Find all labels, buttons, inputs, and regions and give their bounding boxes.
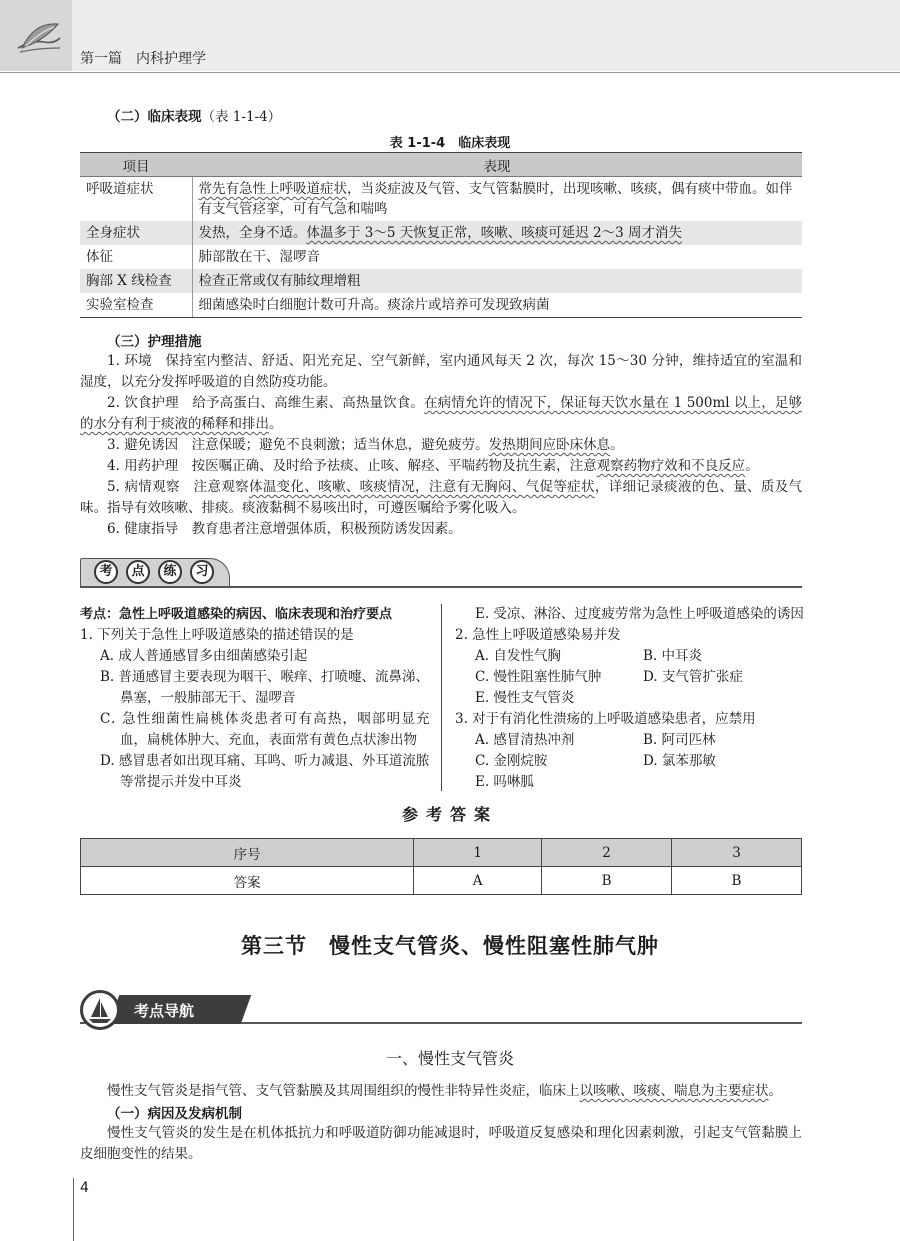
practice-right-column	[455, 604, 802, 793]
answers-header-cell: 2	[542, 839, 672, 867]
q1-option-d-cont: 等常提示并发中耳炎	[120, 774, 242, 790]
footer-rule	[73, 1178, 74, 1241]
q3-option-b: B. 阿司匹林	[643, 732, 716, 748]
subsection-title: 一、慢性支气管炎	[385, 1049, 514, 1068]
q1-option-c: C. 急性细菌性扁桃体炎患者可有高热，咽部明显充	[100, 711, 431, 727]
row-value	[192, 177, 802, 222]
nursing-item-medication	[80, 456, 802, 477]
banner-rule	[80, 586, 802, 588]
row-value: 肺部散在干、湿啰音	[198, 249, 320, 265]
q3-option-c: C. 金刚烷胺	[475, 753, 548, 769]
row-item: 胸部 X 线检查	[80, 269, 192, 293]
sailboat-icon	[83, 993, 117, 1027]
banner-char: 点	[126, 560, 150, 584]
table-row	[80, 177, 802, 222]
row-item: 体征	[80, 245, 192, 269]
nursing-item-diet	[80, 393, 802, 435]
answers-header-cell: 1	[414, 839, 542, 867]
table-row	[80, 221, 802, 245]
row-item: 全身症状	[80, 221, 192, 245]
practice-banner	[80, 556, 802, 592]
table-row	[80, 293, 802, 318]
item-tail: 。	[269, 416, 283, 432]
header-logo-box	[0, 0, 72, 71]
nav-label: 考点导航	[134, 1002, 195, 1020]
answers-cell: 答案	[81, 867, 414, 895]
answers-cell: A	[414, 867, 542, 895]
answers-header-cell: 序号	[81, 839, 414, 867]
emphasis-text: 观察药物疗效和不良反应	[596, 458, 746, 474]
emphasis-text: 以咳嗽、咳痰、喘息为主要症状	[579, 1083, 769, 1099]
q2-option-e: E. 慢性支气管炎	[475, 690, 575, 706]
practice-left-column	[80, 604, 435, 793]
q1-option-d: D. 感冒患者如出现耳痛、耳鸣、听力减退、外耳道流脓	[100, 753, 430, 769]
intro-text: 慢性支气管炎是指气管、支气管黏膜及其周围组织的慢性非特异性炎症，临床上	[107, 1083, 580, 1099]
clinical-table	[80, 152, 802, 318]
col-header-item: 项目	[80, 153, 192, 177]
nav-icon-holder	[80, 990, 120, 1030]
clinical-heading-note: （表 1-1-4）	[201, 109, 282, 125]
intro-tail: 。	[768, 1083, 782, 1099]
question-2-stem: 2. 急性上呼吸道感染易并发	[455, 627, 621, 643]
q2-option-d: D. 支气管扩张症	[643, 669, 743, 685]
intro-paragraph	[80, 1081, 802, 1102]
row-value: 检查正常或仅有肺纹理增粗	[192, 269, 802, 293]
row-item: 呼吸道症状	[80, 177, 192, 222]
section-title: 第三节 慢性支气管炎、慢性阻塞性肺气肿	[241, 934, 659, 958]
emphasis-text: 体温多于 3～5 天恢复正常，咳嗽、咳痰可延迟 2～3 周才消失	[306, 225, 683, 241]
answers-cell: B	[542, 867, 672, 895]
q2-options-row	[455, 646, 802, 667]
clinical-heading	[107, 105, 281, 125]
clinical-heading-text: （二）临床表现	[107, 109, 202, 125]
q3-option-d: D. 氯苯那敏	[643, 753, 716, 769]
answers-title: 参考答案	[401, 805, 498, 824]
column-divider	[441, 604, 442, 791]
emphasis-text: 常先有急性上呼吸道症状	[198, 181, 347, 197]
row-value	[192, 221, 802, 245]
row-value: 细菌感染时白细胞计数可升高。痰涂片或培养可发现致病菌	[192, 293, 802, 318]
q3-options-row	[455, 751, 802, 772]
answers-header-cell: 3	[672, 839, 802, 867]
q2-option-b: B. 中耳炎	[643, 648, 703, 664]
q3-option-e: E. 吗啉胍	[475, 774, 534, 790]
q2-options-row	[455, 667, 802, 688]
row-text: ，当炎症波及气管、支气管黏膜时，出现咳嗽、咳痰，偶有痰中带血。如伴有支气管痉挛，可有气急和喘鸣	[198, 181, 793, 217]
answers-row	[81, 867, 802, 895]
question-1-stem: 1. 下列关于急性上呼吸道感染的描述错误的是	[80, 627, 354, 643]
q2-option-a: A. 自发性气胸	[475, 648, 561, 664]
cause-paragraph: 慢性支气管炎的发生是在机体抵抗力和呼吸道防御功能减退时，呼吸道反复感染和理化因素刺激，引起支气管黏膜上皮细胞变性的结果。	[80, 1125, 802, 1162]
banner-char: 习	[190, 560, 214, 584]
page-header	[0, 0, 900, 76]
q1-option-a: A. 成人普通感冒多由细菌感染引起	[100, 648, 308, 664]
emphasis-text: 体温变化、咳嗽、咳痰情况，注意有无胸闷、气促等症状	[249, 479, 595, 495]
q2-option-c: C. 慢性阻塞性肺气肿	[475, 669, 602, 685]
q1-option-b: B. 普通感冒主要表现为咽干、喉痒、打喷嚏、流鼻涕、	[100, 669, 430, 685]
banner-char: 练	[158, 560, 182, 584]
col-header-manifestation: 表现	[192, 153, 802, 177]
nursing-item-avoid	[80, 435, 802, 456]
header-divider	[0, 72, 900, 73]
table-row	[80, 245, 802, 269]
banner-char: 考	[94, 560, 118, 584]
nav-banner	[80, 990, 802, 1032]
table-caption: 表 1-1-4 临床表现	[389, 136, 511, 151]
nursing-heading: （三）护理措施	[107, 334, 202, 350]
item-tail: 。	[610, 437, 624, 453]
row-item: 实验室检查	[80, 293, 192, 318]
nursing-item-education	[80, 519, 802, 540]
table-row	[80, 269, 802, 293]
part-title: 第一篇 内科护理学	[80, 51, 206, 67]
item-text: 3. 避免诱因 注意保暖；避免不良刺激；适当休息，避免疲劳。	[107, 437, 489, 453]
item-text: 6. 健康指导 教育患者注意增强体质，积极预防诱发因素。	[107, 521, 462, 537]
item-text: 2. 饮食护理 给予高蛋白、高维生素、高热量饮食。	[107, 395, 425, 411]
item-text: 4. 用药护理 按医嘱正确、及时给予祛痰、止咳、解痉、平喘药物及抗生素，注意	[107, 458, 597, 474]
nursing-item-observation	[80, 477, 802, 519]
q1-option-c-cont: 血，扁桃体肿大、充血，表面常有黄色点状渗出物	[120, 732, 417, 748]
q1-option-b-cont: 鼻塞，一般肺部无干、湿啰音	[120, 690, 296, 706]
answers-table	[80, 838, 802, 895]
cause-heading: （一）病因及发病机制	[107, 1106, 242, 1122]
answers-header-row	[81, 839, 802, 867]
q3-option-a: A. 感冒清热冲剂	[475, 732, 575, 748]
leaf-book-logo-icon	[14, 18, 64, 58]
emphasis-text: 发热期间应卧床休息	[488, 437, 611, 453]
item-text: 5. 病情观察 注意观察	[107, 479, 250, 495]
q3-options-row	[455, 730, 802, 751]
page-number: 4	[80, 1180, 89, 1196]
q1-option-e: E. 受凉、淋浴、过度疲劳常为急性上呼吸道感染的诱因	[475, 606, 804, 622]
item-tail: ，详细记录痰液的色、量、质及气味。指导有效咳嗽、排痰。痰液黏稠不易咳出时，可遵医嘱给予雾化吸入。	[80, 479, 803, 516]
question-3-stem: 3. 对于有消化性溃疡的上呼吸道感染患者，应禁用	[455, 711, 756, 727]
item-tail: 。	[745, 458, 759, 474]
emphasis-text: 在病情允许的情况下，保证每天饮水量在 1 500ml 以上，足够的水分有利于痰液的稀释和排出	[80, 395, 802, 432]
practice-topic: 考点：急性上呼吸道感染的病因、临床表现和治疗要点	[80, 607, 393, 622]
row-text: 发热，全身不适。	[198, 225, 307, 241]
table-header-row	[80, 153, 802, 177]
answers-cell: B	[672, 867, 802, 895]
nursing-item-environment	[80, 351, 802, 393]
item-text: 1. 环境 保持室内整洁、舒适、阳光充足、空气新鲜，室内通风每天 2 次，每次 15～30 分钟，维持适宜的室温和湿度，以充分发挥呼吸道的自然防疫功能。	[80, 353, 802, 390]
